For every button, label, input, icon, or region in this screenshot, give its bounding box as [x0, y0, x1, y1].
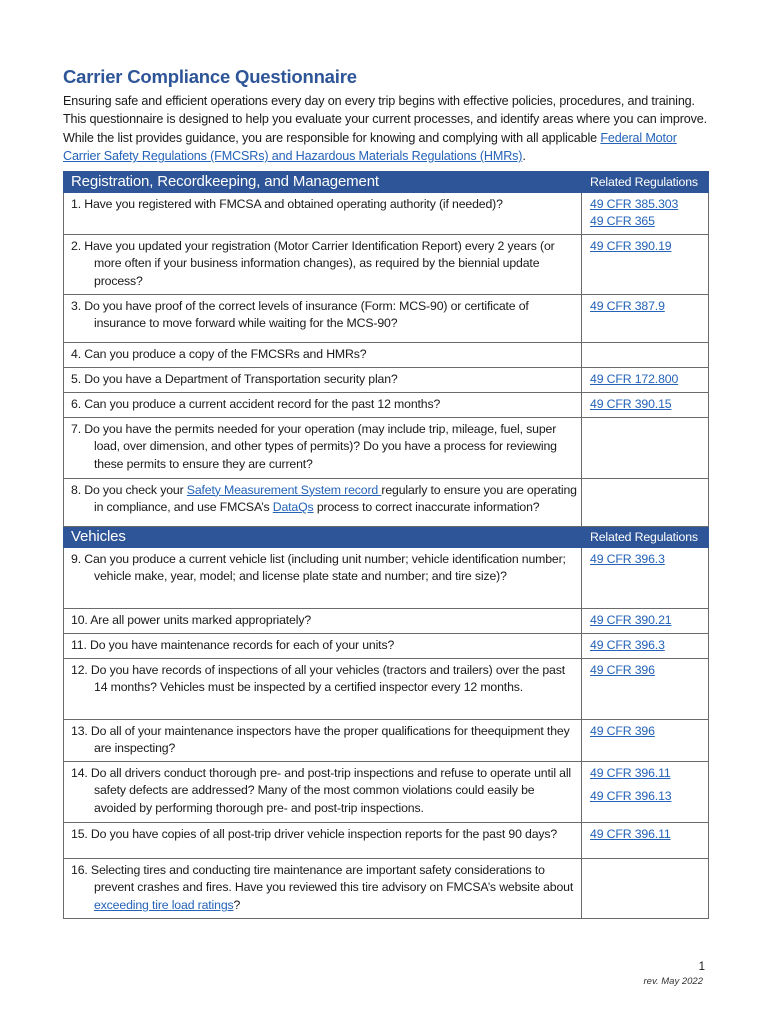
regulation-cell	[582, 658, 709, 719]
question-text: 12. Do you have records of inspections of all your vehicles (tractors and trailers) over the past 14 months? Vehicles must be inspected by a certified inspector every 12 months.	[71, 662, 565, 695]
question-text: 13. Do all of your maintenance inspectors have the proper qualifications for theequipment they are inspecting?	[71, 723, 570, 756]
regulation-cell	[582, 761, 709, 822]
regulation-cell	[582, 608, 709, 633]
question-cell	[64, 192, 582, 234]
question-text: 6. Can you produce a current accident record for the past 12 months?	[71, 396, 441, 411]
question-text: 3. Do you have proof of the correct levels of insurance (Form: MCS-90) or certificate of insurance to move forward while waiting for the MCS-90?	[71, 298, 529, 331]
question-text: 10. Are all power units marked appropriately?	[71, 612, 312, 627]
question-text-part: 16. Selecting tires and conducting tire maintenance are important safety considerations to prevent crashes and fires. Have you reviewed this tire advisory on FMCSA’s website about	[71, 862, 574, 895]
page-number: 1	[698, 961, 705, 973]
question-text-part: regularly to ensure you are operating in compliance, and use FMCSA’s	[94, 482, 577, 515]
regulation-cell	[582, 392, 709, 417]
question-row	[64, 417, 709, 478]
question-text-part: process to correct inaccurate information?	[313, 500, 540, 515]
regulation-cell	[582, 719, 709, 761]
regulation-link[interactable]: 49 CFR 396.3	[590, 551, 665, 566]
regulation-cell	[582, 417, 709, 478]
page-title: Carrier Compliance Questionnaire	[63, 66, 357, 87]
question-text: 15. Do you have copies of all post-trip driver vehicle inspection reports for the past 90 days?	[71, 826, 558, 841]
inline-link[interactable]: DataQs	[272, 500, 314, 515]
question-row	[64, 192, 709, 234]
regulation-link[interactable]: 49 CFR 396.11	[590, 765, 671, 780]
question-text: 4. Can you produce a copy of the FMCSRs and HMRs?	[71, 346, 367, 361]
document-page	[63, 66, 708, 919]
related-regulations-heading: Related Regulations	[582, 171, 709, 192]
question-text: 11. Do you have maintenance records for each of your units?	[71, 637, 395, 652]
question-text	[71, 482, 577, 517]
question-text: 5. Do you have a Department of Transportation security plan?	[71, 371, 398, 386]
regulation-link[interactable]: 49 CFR 390.15	[590, 396, 672, 411]
regulation-link[interactable]: 49 CFR 365	[590, 214, 655, 229]
question-cell	[64, 234, 582, 294]
question-cell	[64, 392, 582, 417]
intro-text: Ensuring safe and efficient operations every day on every trip begins with effective policies, procedures, and training. This questionnaire is designed to help you evaluate your current processes, and identify areas where you can improve. While the list provides guidance, you are responsible for knowing and complying with all applicable	[63, 94, 707, 145]
regulation-link[interactable]: 49 CFR 385.303	[590, 196, 679, 211]
regulation-cell	[582, 294, 709, 342]
question-row	[64, 234, 709, 294]
question-row	[64, 608, 709, 633]
question-row	[64, 342, 709, 367]
inline-link[interactable]: Safety Measurement System record	[186, 482, 382, 497]
regulation-link[interactable]: 49 CFR 172.800	[590, 371, 679, 386]
regulation-cell	[582, 234, 709, 294]
question-row	[64, 658, 709, 719]
regulation-link[interactable]: 49 CFR 396.13	[590, 789, 672, 804]
intro-paragraph	[63, 92, 708, 166]
question-text: 7. Do you have the permits needed for your operation (may include trip, mileage, fuel, super load, over dimension, and other types of permits)? Do you have a process for reviewing these permits to ensure they are current?	[71, 421, 557, 471]
regulation-cell	[582, 633, 709, 658]
question-cell	[64, 858, 582, 918]
regulation-cell	[582, 192, 709, 234]
regulation-cell	[582, 478, 709, 526]
regulation-link[interactable]: 49 CFR 390.19	[590, 238, 672, 253]
question-row	[64, 822, 709, 858]
question-row	[64, 633, 709, 658]
question-cell	[64, 478, 582, 526]
fmcsr-hmr-link[interactable]: Federal Motor Carrier Safety Regulations (FMCSRs) and Hazardous Materials Regulations (HMRs)	[63, 130, 677, 164]
question-cell	[64, 633, 582, 658]
question-cell	[64, 822, 582, 858]
question-text-part: 8. Do you check your	[71, 482, 187, 497]
question-row	[64, 367, 709, 392]
question-cell	[64, 294, 582, 342]
related-regulations-heading: Related Regulations	[582, 526, 709, 547]
regulation-link[interactable]: 49 CFR 387.9	[590, 298, 665, 313]
question-cell	[64, 342, 582, 367]
section-header	[64, 526, 709, 547]
question-cell	[64, 761, 582, 822]
regulation-cell	[582, 822, 709, 858]
question-row	[64, 719, 709, 761]
section-heading: Vehicles	[64, 526, 582, 547]
section-heading: Registration, Recordkeeping, and Management	[64, 171, 582, 192]
regulation-link[interactable]: 49 CFR 396	[590, 662, 655, 677]
question-text: 2. Have you updated your registration (Motor Carrier Identification Report) every 2 years (or more often if your business information changes), as required by the biennial update process?	[71, 238, 555, 288]
regulation-cell	[582, 367, 709, 392]
revision-date: rev. May 2022	[643, 976, 703, 987]
question-cell	[64, 658, 582, 719]
intro-end: .	[522, 149, 526, 164]
question-row	[64, 761, 709, 822]
question-cell	[64, 719, 582, 761]
regulation-link[interactable]: 49 CFR 396	[590, 723, 655, 738]
question-row	[64, 392, 709, 417]
regulation-link[interactable]: 49 CFR 390.21	[590, 612, 672, 627]
question-row	[64, 547, 709, 608]
question-text: 14. Do all drivers conduct thorough pre- and post-trip inspections and refuse to operate until all safety defects are addressed? Many of the most common violations could easily be avoided by performing thorough pre- and post-trip inspections.	[71, 765, 572, 815]
question-row	[64, 858, 709, 918]
regulation-cell	[582, 547, 709, 608]
questionnaire-body	[64, 171, 709, 918]
regulation-cell	[582, 858, 709, 918]
question-cell	[64, 547, 582, 608]
inline-link[interactable]: exceeding tire load ratings	[94, 897, 234, 912]
question-cell	[64, 367, 582, 392]
question-cell	[64, 417, 582, 478]
question-text: 9. Can you produce a current vehicle list (including unit number; vehicle identification number; vehicle make, year, model; and license plate state and number; and tire size)?	[71, 551, 566, 584]
question-text	[71, 862, 577, 915]
question-row	[64, 478, 709, 526]
question-text-part: ?	[233, 897, 241, 912]
question-text: 1. Have you registered with FMCSA and obtained operating authority (if needed)?	[71, 196, 503, 211]
question-cell	[64, 608, 582, 633]
section-header	[64, 171, 709, 192]
questionnaire-table	[63, 171, 709, 919]
regulation-link[interactable]: 49 CFR 396.3	[590, 637, 665, 652]
question-row	[64, 294, 709, 342]
regulation-cell	[582, 342, 709, 367]
regulation-link[interactable]: 49 CFR 396.11	[590, 826, 671, 841]
